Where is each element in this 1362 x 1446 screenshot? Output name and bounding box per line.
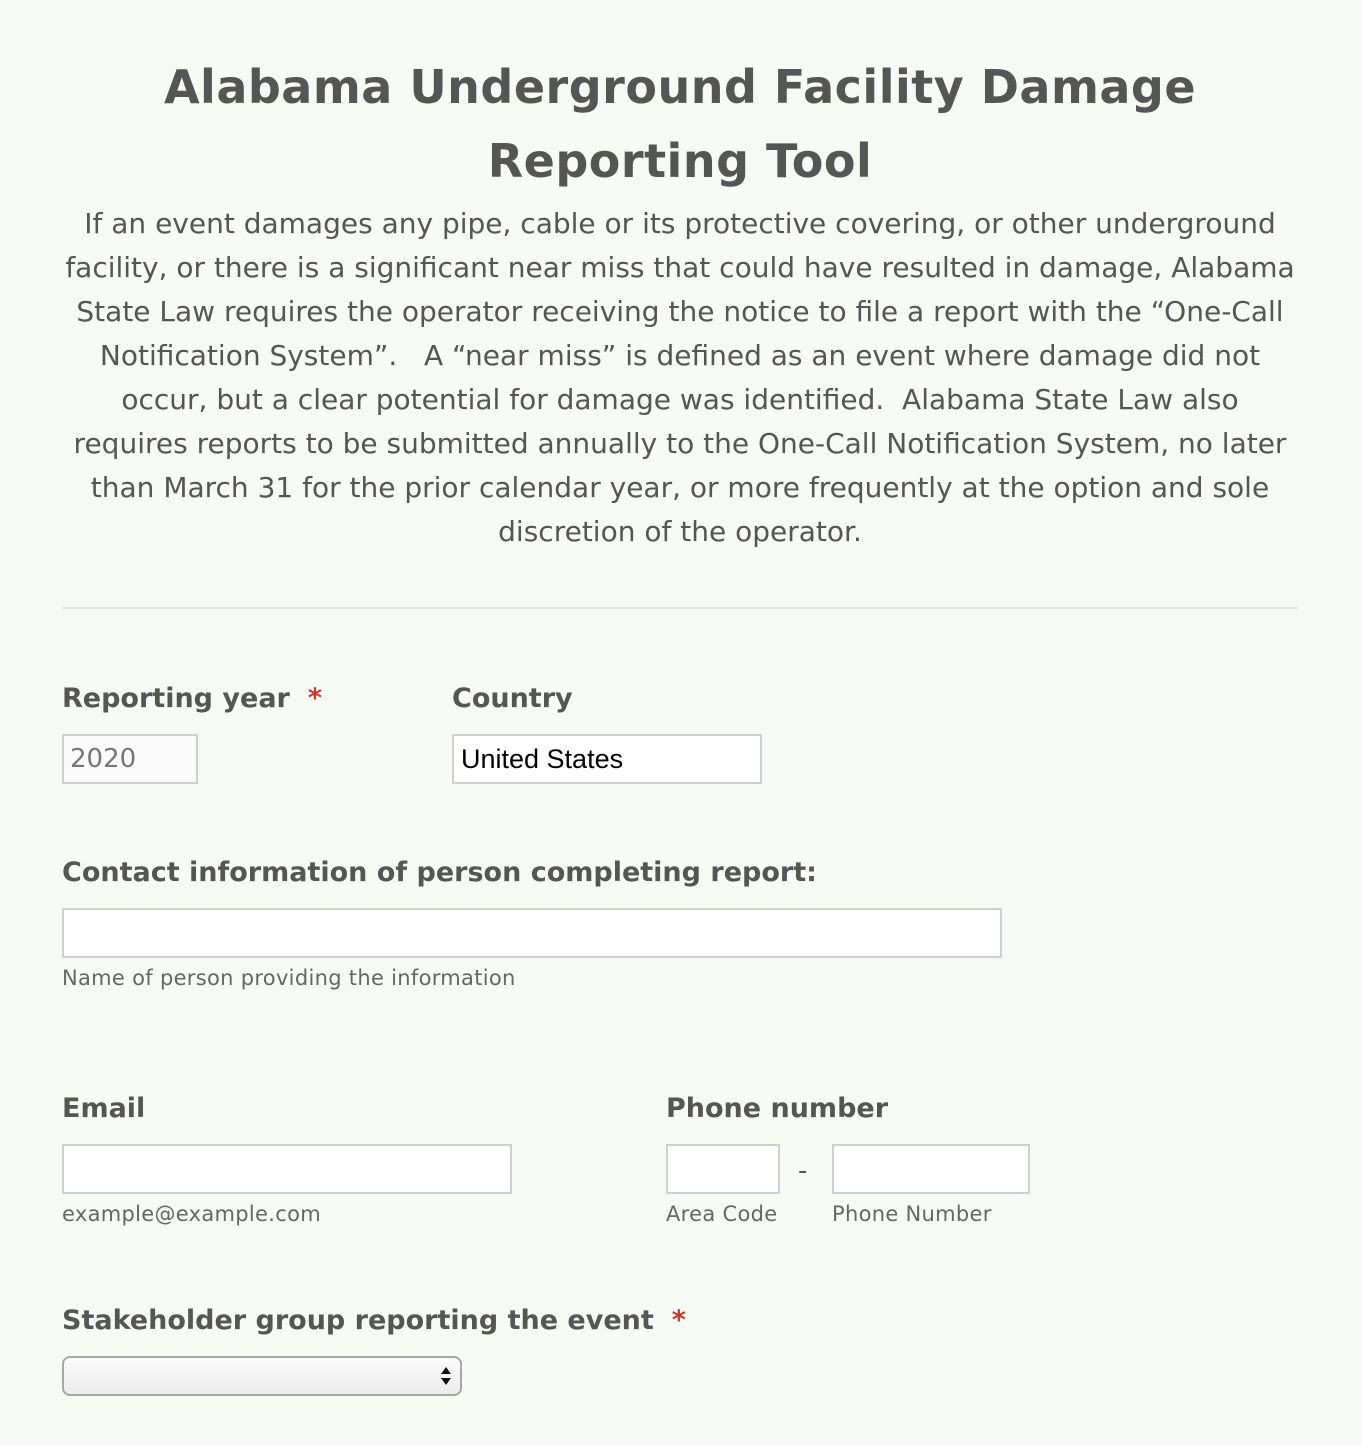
stakeholder-select[interactable] [62, 1356, 462, 1396]
email-input[interactable] [62, 1144, 512, 1194]
phone-separator: - [798, 1156, 808, 1186]
reporting-year-label [62, 682, 322, 716]
stakeholder-label-text: Stakeholder group reporting the event [62, 1305, 654, 1336]
reporting-year-label-text: Reporting year [62, 683, 290, 714]
page-title: Alabama Underground Facility Damage Reporting Tool [163, 60, 1197, 188]
contact-name-input[interactable] [62, 908, 1002, 958]
section-divider [62, 607, 1298, 609]
form-description: If an event damages any pipe, cable or its protective covering, or other underground facility, or there is a significant near miss that could have resulted in damage, Alabama State Law requires the operator receiving the notice to file a report with the “One-Call Notification System”. A “near miss” is defined as an event where damage did not occur, but a clear potential for damage was identified. Alabama State Law also requires reports to be submitted annually to the One-Call Notification System, no later than March 31 for the prior calendar year, or more frequently at the option and sole discretion of the operator. [65, 207, 1304, 548]
required-marker: * [307, 683, 322, 714]
email-hint: example@example.com [62, 1202, 322, 1226]
country-label: Country [452, 683, 573, 714]
stakeholder-label [62, 1304, 686, 1338]
form-header [62, 50, 1304, 554]
phone-label: Phone number [666, 1093, 889, 1124]
country-input[interactable] [452, 734, 762, 784]
phone-number-input[interactable] [832, 1144, 1030, 1194]
area-code-hint: Area Code [666, 1202, 778, 1226]
area-code-input[interactable] [666, 1144, 780, 1194]
required-marker: * [671, 1305, 686, 1336]
contact-label: Contact information of person completing report: [62, 857, 817, 888]
email-label: Email [62, 1093, 146, 1124]
phone-number-hint: Phone Number [832, 1202, 992, 1226]
reporting-year-input[interactable] [62, 734, 198, 784]
contact-name-hint: Name of person providing the information [62, 966, 516, 990]
select-arrows-icon [440, 1365, 452, 1387]
